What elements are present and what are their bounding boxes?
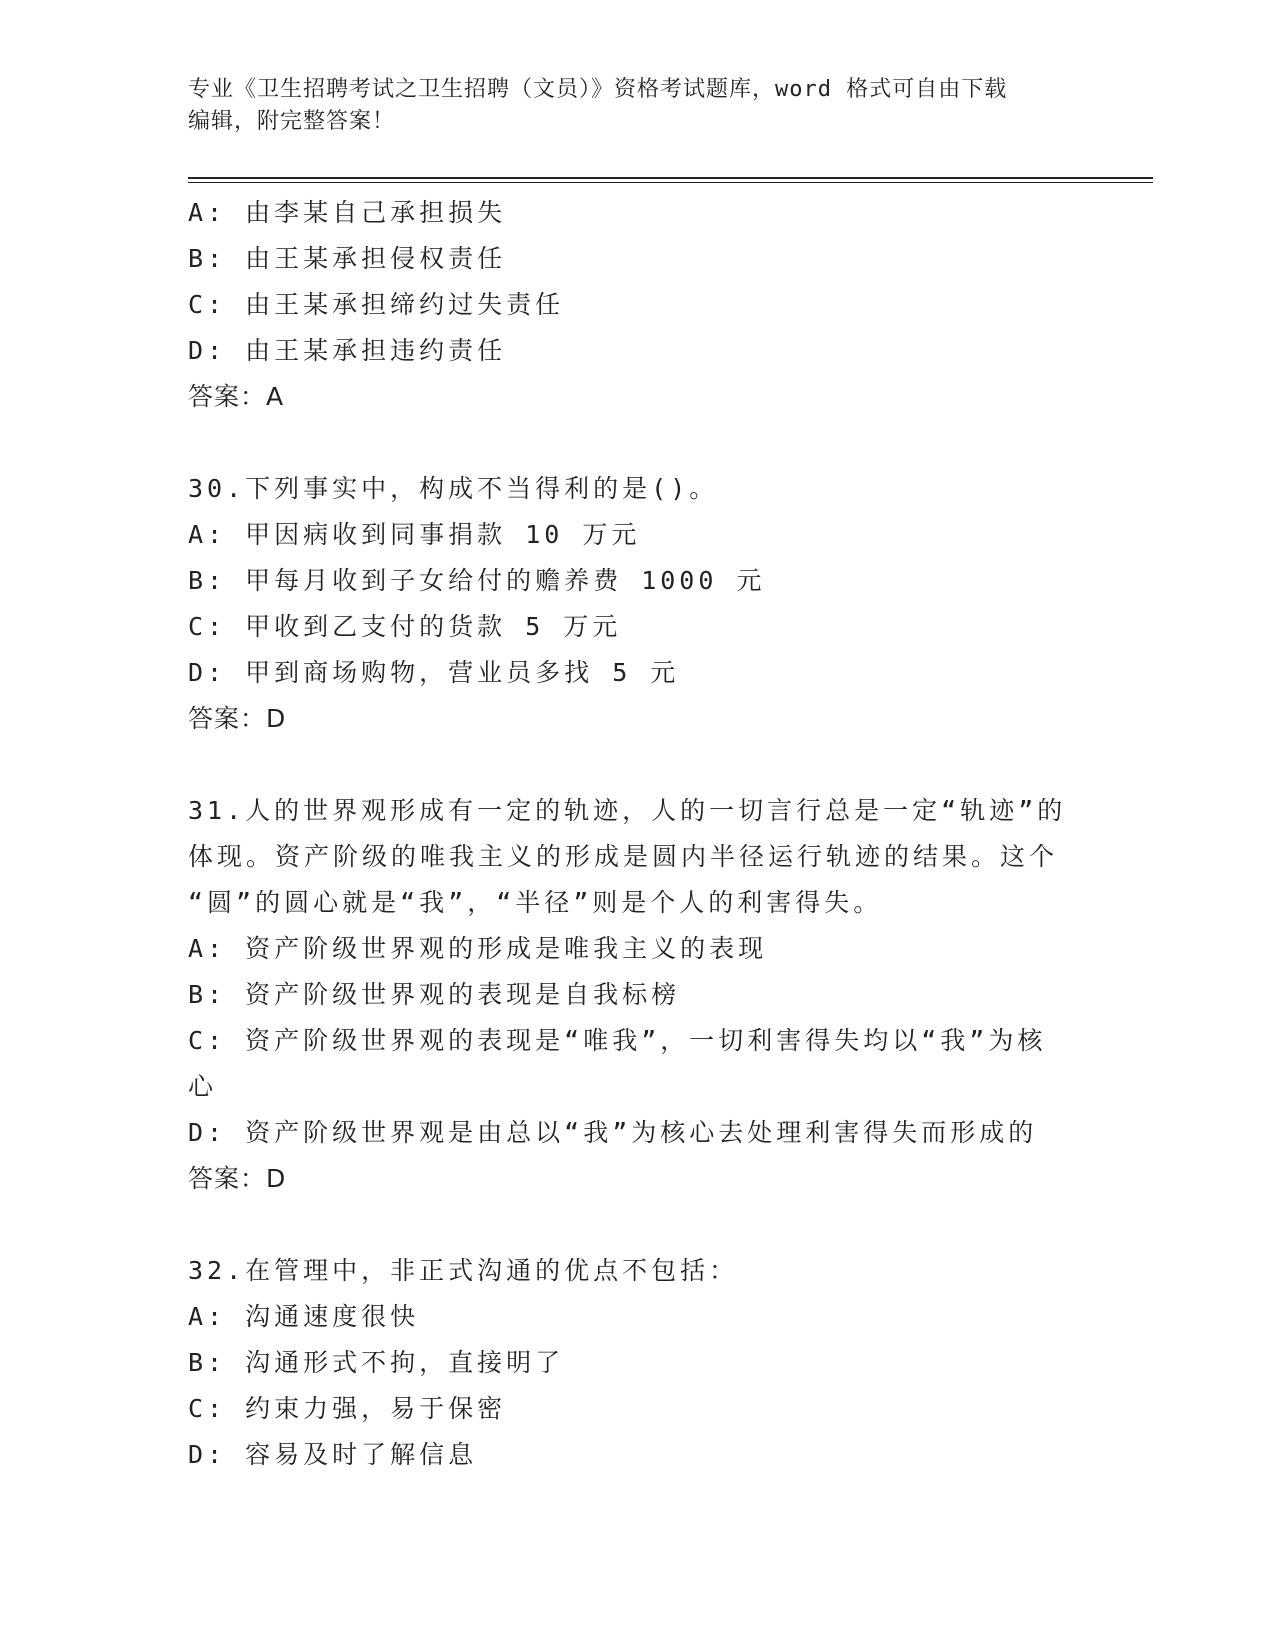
header-line-1: 专业《卫生招聘考试之卫生招聘（文员）》资格考试题库，word 格式可自由下载 — [188, 77, 1008, 102]
option-b: B: 资产阶级世界观的表现是自我标榜 — [188, 980, 681, 1009]
answer: 答案：D — [188, 704, 287, 733]
option-b: B: 甲每月收到子女给付的赡养费 1000 元 — [188, 566, 766, 595]
spacer — [188, 1202, 1088, 1248]
option-a: A: 沟通速度很快 — [188, 1302, 420, 1331]
question-stem: 30.下列事实中，构成不当得利的是()。 — [188, 474, 719, 503]
option-c: C: 甲收到乙支付的货款 5 万元 — [188, 612, 622, 641]
question-stem: 32.在管理中，非正式沟通的优点不包括： — [188, 1256, 739, 1285]
header-line-2: 编辑，附完整答案！ — [188, 109, 396, 134]
option-a: A: 甲因病收到同事捐款 10 万元 — [188, 520, 641, 549]
option-a: A: 由李某自己承担损失 — [188, 198, 507, 227]
question-list — [188, 190, 1088, 1478]
option-b: B: 由王某承担侵权责任 — [188, 244, 507, 273]
option-d: D: 甲到商场购物，营业员多找 5 元 — [188, 658, 680, 687]
question-stem-line-3: “圆”的圆心就是“我”，“半径”则是个人的利害得失。 — [188, 888, 883, 917]
question-31 — [188, 788, 1088, 1202]
answer: 答案：A — [188, 382, 285, 411]
document-header — [188, 74, 1088, 138]
option-b: B: 沟通形式不拘，直接明了 — [188, 1348, 565, 1377]
answer: 答案：D — [188, 1164, 287, 1193]
option-c: C: 约束力强，易于保密 — [188, 1394, 507, 1423]
question-stem-line-2: 体现。资产阶级的唯我主义的形成是圆内半径运行轨迹的结果。这个 — [188, 842, 1059, 871]
option-c: C: 资产阶级世界观的表现是“唯我”，一切利害得失均以“我”为核 — [188, 1026, 1047, 1055]
option-c: C: 由王某承担缔约过失责任 — [188, 290, 565, 319]
option-a: A: 资产阶级世界观的形成是唯我主义的表现 — [188, 934, 768, 963]
option-c-continued: 心 — [188, 1072, 218, 1101]
question-32 — [188, 1248, 1088, 1478]
question-30 — [188, 466, 1088, 742]
option-d: D: 资产阶级世界观是由总以“我”为核心去处理利害得失而形成的 — [188, 1118, 1038, 1147]
question-29 — [188, 190, 1088, 420]
question-stem-line-1: 31.人的世界观形成有一定的轨迹，人的一切言行总是一定“轨迹”的 — [188, 796, 1067, 825]
header-divider — [188, 177, 1153, 183]
option-d: D: 容易及时了解信息 — [188, 1440, 478, 1469]
option-d: D: 由王某承担违约责任 — [188, 336, 507, 365]
spacer — [188, 420, 1088, 466]
spacer — [188, 742, 1088, 788]
